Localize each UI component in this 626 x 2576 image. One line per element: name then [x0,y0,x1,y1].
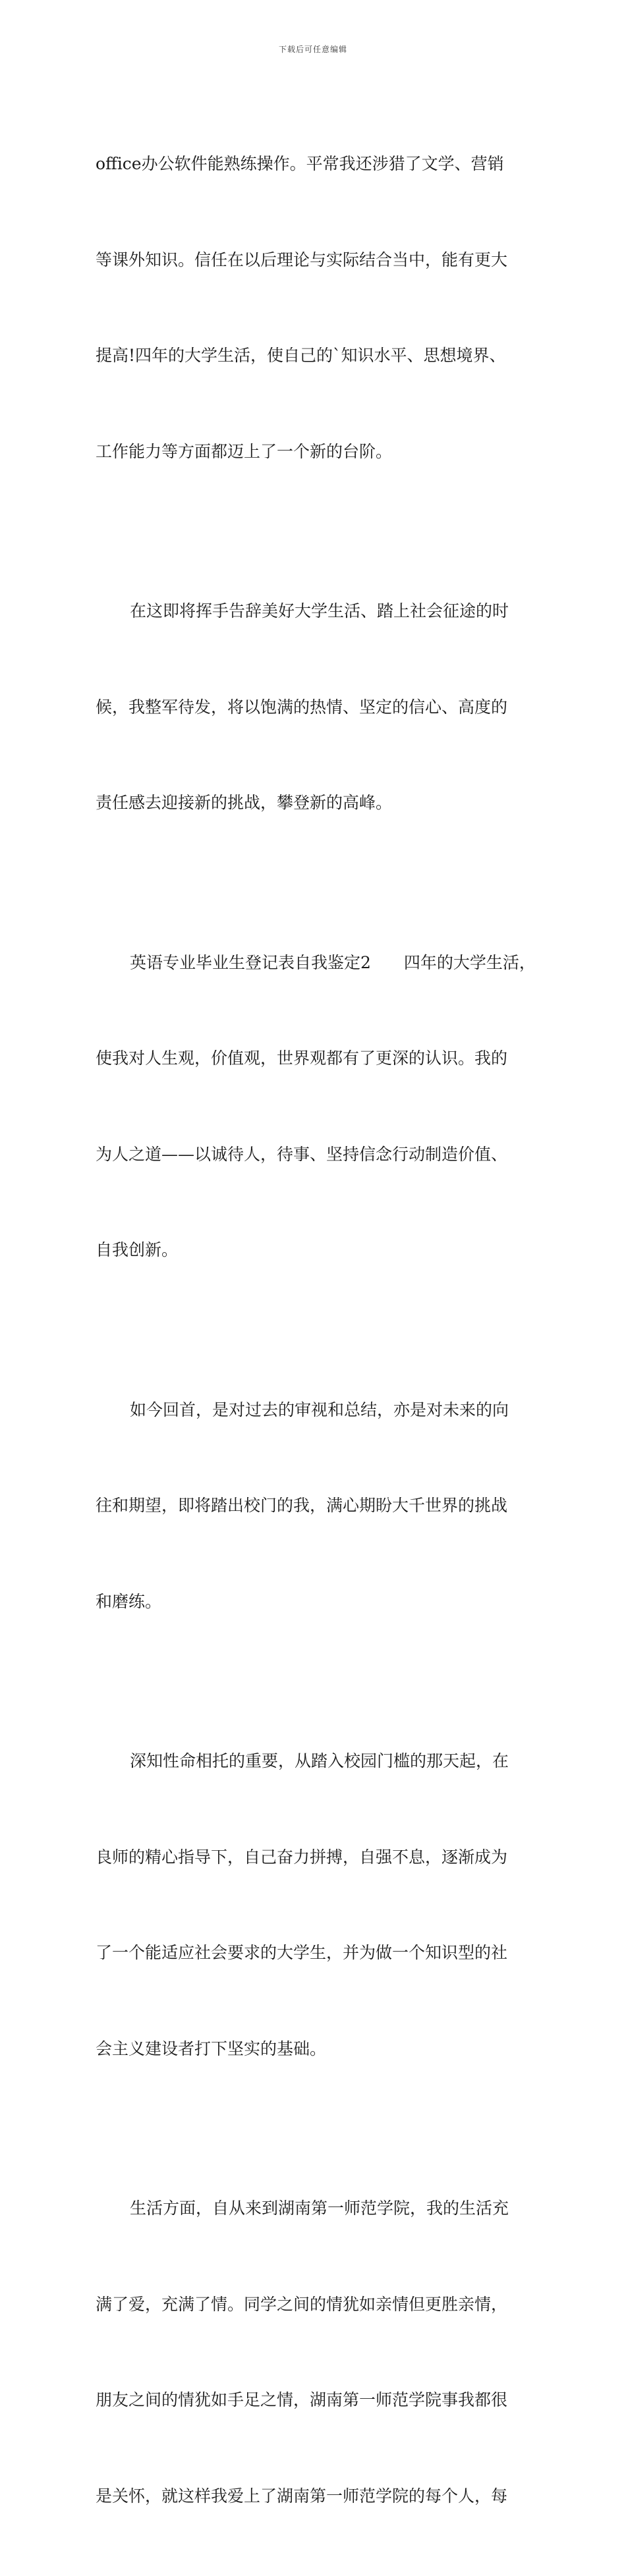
text-line: 责任感去迎接新的挑战，攀登新的高峰。 [96,793,393,812]
text-line: 提高!四年的大学生活，使自己的`知识水平、思想境界、 [96,346,506,365]
text-line: 生活方面，自从来到湖南第一师范学院，我的生活充 [130,2199,509,2218]
paragraph-2 [96,532,536,883]
text-line: 等课外知识。信任在以后理论与实际结合当中，能有更大 [96,250,508,269]
text-line: 了一个能适应社会要求的大学生，并为做一个知识型的社 [96,1943,508,1962]
text-line: 和磨练。 [96,1591,162,1611]
text-line: 朋友之间的情犹如手足之情，湖南第一师范学院事我都很 [96,2390,508,2409]
paragraph-5 [96,1682,536,2129]
text-line: 满了爱，充满了情。同学之间的情犹如亲情但更胜亲情， [96,2294,508,2314]
text-line: 是关怀，就这样我爱上了湖南第一师范学院的每个人，每 [96,2486,508,2506]
text-line: 如今回首，是对过去的审视和总结，亦是对未来的向 [130,1400,509,1419]
text-line: 良师的精心指导下，自己奋力拼搏，自强不息，逐渐成为 [96,1847,508,1867]
text-line: 深知性命相托的重要，从踏入校园门槛的那天起，在 [130,1751,509,1770]
paragraph-3 [96,883,536,1330]
paragraph-6 [96,2129,536,2576]
document-body [96,84,536,2576]
text-line: office办公软件能熟练操作。平常我还涉猎了文学、营销 [96,154,504,173]
text-line: 候，我整军待发，将以饱满的热情、坚定的信心、高度的 [96,697,508,717]
text-line: 往和期望，即将踏出校门的我，满心期盼大千世界的挑战 [96,1496,508,1515]
paragraph-1 [96,84,536,532]
paragraph-4 [96,1330,536,1682]
text-line: 在这即将挥手告辞美好大学生活、踏上社会征途的时 [130,601,509,620]
text-line: 工作能力等方面都迈上了一个新的台阶。 [96,441,393,461]
text-line: 为人之道——以诚待人，待事、坚持信念行动制造价值、 [96,1144,508,1164]
text-line: 使我对人生观，价值观，世界观都有了更深的认识。我的 [96,1049,508,1068]
text-line: 会主义建设者打下坚实的基础。 [96,2039,327,2058]
page-header: 下载后可任意编辑 [278,45,347,54]
text-line: 自我创新。 [96,1240,179,1259]
text-line: 英语专业毕业生登记表自我鉴定2 四年的大学生活， [130,952,536,972]
